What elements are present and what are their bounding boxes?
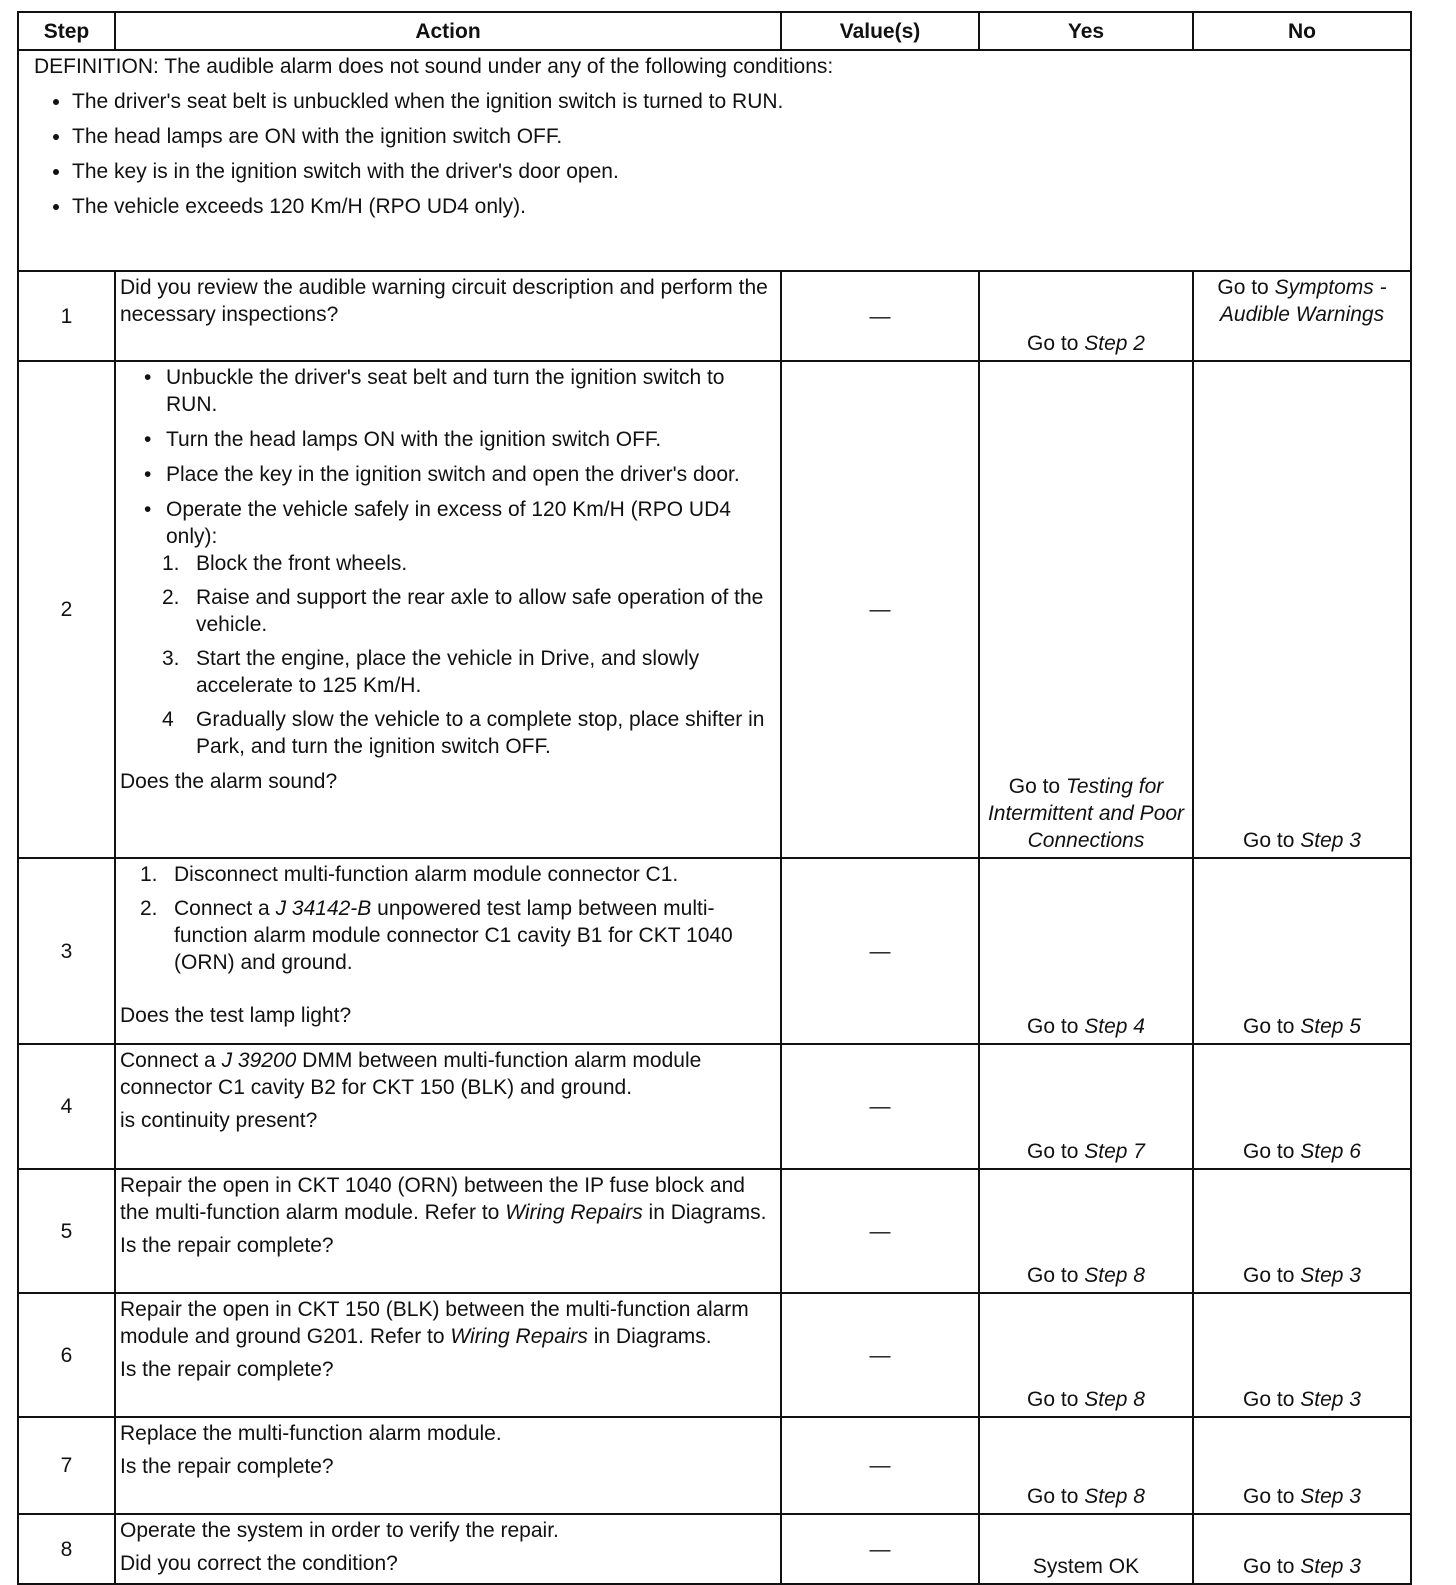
go-to-text: Go to [1243,1388,1295,1411]
reference-link[interactable]: Wiring Repairs [505,1201,643,1224]
no-link[interactable]: Step 3 [1300,1555,1361,1578]
action-step [162,584,776,638]
diagnostic-table-container [17,11,1410,1585]
step-number: 1 [18,271,115,361]
no-cell [1193,1417,1411,1514]
step-text: Disconnect multi-function alarm module connector C1. [174,863,679,886]
header-no: No [1193,12,1411,50]
no-cell [1193,1514,1411,1584]
action-question: is continuity present? [120,1109,318,1132]
definition-item: • The vehicle exceeds 120 Km/H (RPO UD4 only). [72,193,1398,220]
action-bullet [144,496,776,760]
go-to-text: Go to [1027,1015,1079,1038]
definition-list [34,88,1398,220]
step-number: 7 [18,1417,115,1514]
yes-cell [979,1293,1193,1417]
step-number: 3 [18,858,115,1044]
no-link[interactable]: Step 3 [1300,1264,1361,1287]
step-text: Block the front wheels. [196,552,408,575]
go-to-text: Go to [1243,1485,1295,1508]
no-cell [1193,1044,1411,1169]
header-values: Value(s) [781,12,979,50]
action-text-pre: Repair the open in CKT 1040 (ORN) between the IP fuse block and the multi-function alarm module. Refer to [120,1174,745,1224]
action-step [162,550,776,577]
action-numbered-list [120,861,776,976]
yes-link[interactable]: Step 8 [1084,1388,1145,1411]
table-row [18,1044,1411,1169]
value-cell: — [781,361,979,858]
yes-cell: System OK [979,1514,1193,1584]
yes-cell [979,361,1193,858]
go-to-text: Go to [1243,1264,1295,1287]
action-text-post: in Diagrams. [593,1325,712,1348]
step-number: 6 [18,1293,115,1417]
action-text-post: DMM between multi-function alarm module connector C1 cavity B2 for CKT 150 (BLK) and ground. [120,1049,702,1099]
table-row [18,1417,1411,1514]
value-cell: — [781,858,979,1044]
table-row [18,1514,1411,1584]
definition-text: DEFINITION: The audible alarm does not sound under any of the following conditions: [34,55,834,78]
yes-link[interactable]: Step 8 [1084,1485,1145,1508]
go-to-text: Go to [1027,1140,1079,1163]
reference-link[interactable]: Wiring Repairs [450,1325,588,1348]
go-to-text: Go to [1027,1485,1079,1508]
go-to-text: Go to [1243,1140,1295,1163]
go-to-text: Go to [1027,1388,1079,1411]
action-step [140,861,776,888]
value-cell: — [781,271,979,361]
action-cell: Did you review the audible warning circuit description and perform the necessary inspections? [115,271,781,361]
action-cell [115,1514,781,1584]
definition-row [18,50,1411,271]
go-to-text: Go to [1027,332,1079,355]
no-cell [1193,858,1411,1044]
diagnostic-table [17,11,1412,1585]
definition-cell [18,50,1411,271]
go-to-text: Go to [1217,276,1269,299]
value-cell: — [781,1417,979,1514]
action-cell [115,858,781,1044]
action-cell [115,1044,781,1169]
yes-link[interactable]: Step 7 [1084,1140,1145,1163]
step-text-pre: Connect a [174,897,270,920]
action-bullet-list [120,364,776,760]
definition-item: • The key is in the ignition switch with the driver's door open. [72,158,1398,185]
action-cell [115,361,781,858]
go-to-text: Go to [1027,1264,1079,1287]
no-cell [1193,271,1411,361]
no-link[interactable]: Symptoms - Audible Warnings [1219,276,1387,326]
step-number: 4 [18,1044,115,1169]
no-link[interactable]: Step 5 [1300,1015,1361,1038]
action-text: Replace the multi-function alarm module. [120,1422,502,1445]
header-row [18,12,1411,50]
go-to-text: Go to [1243,1015,1295,1038]
table-row [18,1169,1411,1293]
action-question: Is the repair complete? [120,1234,334,1257]
yes-cell [979,1169,1193,1293]
yes-link[interactable]: Step 2 [1084,332,1145,355]
action-text: Operate the system in order to verify the repair. [120,1519,559,1542]
header-yes: Yes [979,12,1193,50]
no-link[interactable]: Step 3 [1300,1388,1361,1411]
no-link[interactable]: Step 6 [1300,1140,1361,1163]
yes-cell [979,1417,1193,1514]
step-label: 2. [162,586,180,609]
table-row [18,858,1411,1044]
no-cell [1193,1293,1411,1417]
header-action: Action [115,12,781,50]
step-text: Gradually slow the vehicle to a complete stop, place shifter in Park, and turn the ignition switch OFF. [196,708,765,758]
action-bullet: • Place the key in the ignition switch and open the driver's door. [144,461,776,488]
action-cell [115,1293,781,1417]
table-row [18,1293,1411,1417]
action-cell [115,1169,781,1293]
action-bullet: • Unbuckle the driver's seat belt and turn the ignition switch to RUN. [144,364,776,418]
action-text-pre: Connect a [120,1049,216,1072]
tool-name: J 39200 [221,1049,297,1072]
action-text-pre: Repair the open in CKT 150 (BLK) between the multi-function alarm module and ground G201. Refer to [120,1298,749,1348]
header-step: Step [18,12,115,50]
no-link[interactable]: Step 3 [1300,1485,1361,1508]
step-label: 4 [162,708,174,731]
step-label: 1. [162,552,180,575]
no-link[interactable]: Step 3 [1300,829,1361,852]
table-row [18,271,1411,361]
definition-item: • The head lamps are ON with the ignition switch OFF. [72,123,1398,150]
yes-cell [979,1044,1193,1169]
step-number: 5 [18,1169,115,1293]
yes-link[interactable]: Step 4 [1084,1015,1145,1038]
step-label: 3. [162,647,180,670]
action-step [162,706,776,760]
step-number: 8 [18,1514,115,1584]
step-label: 2. [140,897,158,920]
action-step [140,895,776,976]
yes-link[interactable]: Step 8 [1084,1264,1145,1287]
tool-name: J 34142-B [275,897,372,920]
action-question: Does the alarm sound? [120,770,338,793]
value-cell: — [781,1044,979,1169]
action-bullet-text: Operate the vehicle safely in excess of 120 Km/H (RPO UD4 only): [166,498,731,548]
action-bullet: • Turn the head lamps ON with the ignition switch OFF. [144,426,776,453]
action-question: Does the test lamp light? [120,1004,352,1027]
action-text-post: in Diagrams. [648,1201,767,1224]
yes-cell [979,858,1193,1044]
no-cell [1193,1169,1411,1293]
action-question: Is the repair complete? [120,1455,334,1478]
action-question: Did you correct the condition? [120,1552,398,1575]
table-row [18,361,1411,858]
step-text: Raise and support the rear axle to allow safe operation of the vehicle. [196,586,764,636]
step-text-post: unpowered test lamp between multi-function alarm module connector C1 cavity B1 for CKT 1040 (ORN) and ground. [174,897,733,974]
go-to-text: Go to [1243,829,1295,852]
step-label: 1. [140,863,158,886]
value-cell: — [781,1514,979,1584]
definition-item: • The driver's seat belt is unbuckled when the ignition switch is turned to RUN. [72,88,1398,115]
no-cell [1193,361,1411,858]
action-cell [115,1417,781,1514]
action-step [162,645,776,699]
action-numbered-list [162,550,776,760]
yes-cell [979,271,1193,361]
step-text: Start the engine, place the vehicle in Drive, and slowly accelerate to 125 Km/H. [196,647,700,697]
value-cell: — [781,1169,979,1293]
yes-link[interactable]: Testing for Intermittent and Poor Connections [987,775,1185,852]
go-to-text: Go to [1008,775,1061,798]
action-question: Is the repair complete? [120,1358,334,1381]
step-number: 2 [18,361,115,858]
go-to-text: Go to [1243,1555,1295,1578]
value-cell: — [781,1293,979,1417]
